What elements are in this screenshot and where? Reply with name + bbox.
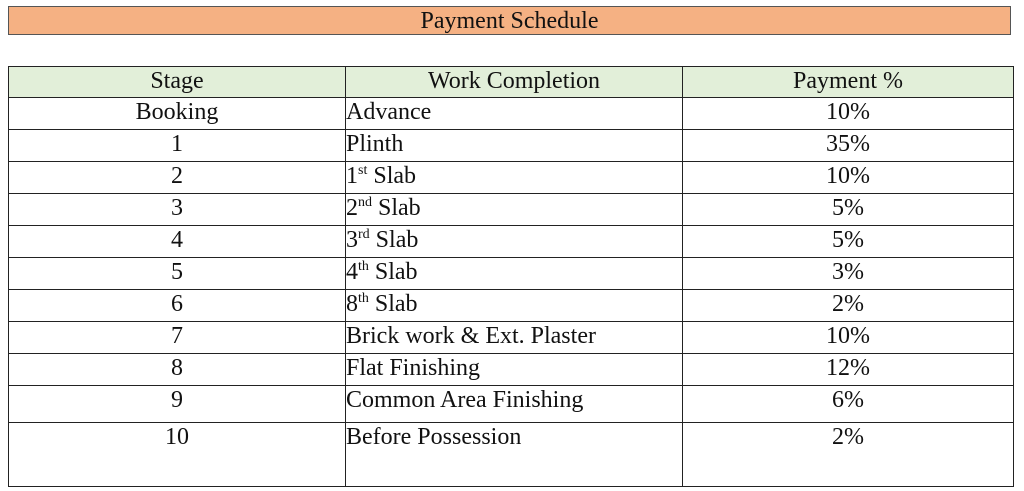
work-text-rest: Slab [368, 291, 418, 317]
work-cell [346, 130, 683, 162]
ordinal-suffix: th [358, 291, 369, 306]
work-text: Plinth [346, 131, 404, 157]
work-cell [346, 386, 683, 423]
ordinal-suffix: nd [358, 195, 372, 210]
title-text: Payment Schedule [420, 7, 599, 34]
table-row [9, 258, 1014, 290]
work-cell [346, 423, 683, 487]
work-text: 3 [346, 227, 358, 253]
work-text: 8 [346, 291, 358, 317]
work-cell [346, 194, 683, 226]
payment-cell: 12% [683, 354, 1014, 386]
work-text: Before Possession [346, 424, 522, 450]
stage-cell: 1 [9, 130, 346, 162]
work-text: Advance [346, 99, 432, 125]
payment-cell: 3% [683, 258, 1014, 290]
work-text-rest: Slab [368, 259, 418, 285]
table-row [9, 322, 1014, 354]
payment-schedule-table [8, 66, 1014, 487]
work-text-rest: Slab [369, 227, 419, 253]
payment-cell: 5% [683, 226, 1014, 258]
work-text-rest: Slab [367, 163, 417, 189]
work-text: 1 [346, 163, 358, 189]
work-cell [346, 290, 683, 322]
header-payment-percent: Payment % [683, 67, 1014, 98]
table-row [9, 194, 1014, 226]
stage-cell: 4 [9, 226, 346, 258]
table-row [9, 386, 1014, 423]
stage-cell: 9 [9, 386, 346, 423]
stage-cell: 10 [9, 423, 346, 487]
payment-cell: 2% [683, 423, 1014, 487]
header-work-completion: Work Completion [346, 67, 683, 98]
stage-cell: 7 [9, 322, 346, 354]
payment-schedule-title [8, 6, 1011, 35]
work-text-rest: Slab [372, 195, 421, 221]
ordinal-suffix: th [358, 259, 369, 274]
payment-cell: 10% [683, 98, 1014, 130]
table-row [9, 226, 1014, 258]
work-cell [346, 226, 683, 258]
stage-cell: 5 [9, 258, 346, 290]
header-row [9, 67, 1014, 98]
stage-cell: Booking [9, 98, 346, 130]
work-cell [346, 162, 683, 194]
payment-cell: 35% [683, 130, 1014, 162]
work-text: 4 [346, 259, 358, 285]
table-row [9, 130, 1014, 162]
payment-cell: 10% [683, 162, 1014, 194]
work-text: 2 [346, 195, 358, 221]
work-cell [346, 354, 683, 386]
payment-cell: 2% [683, 290, 1014, 322]
work-text: Flat Finishing [346, 355, 481, 381]
work-cell [346, 258, 683, 290]
ordinal-suffix: st [358, 163, 368, 178]
ordinal-suffix: rd [358, 227, 370, 242]
stage-cell: 8 [9, 354, 346, 386]
work-text: Brick work & Ext. Plaster [346, 323, 596, 349]
work-cell [346, 322, 683, 354]
payment-cell: 10% [683, 322, 1014, 354]
table-row [9, 162, 1014, 194]
table-row [9, 354, 1014, 386]
payment-cell: 5% [683, 194, 1014, 226]
header-stage: Stage [9, 67, 346, 98]
table-row [9, 423, 1014, 487]
stage-cell: 2 [9, 162, 346, 194]
stage-cell: 6 [9, 290, 346, 322]
table-row [9, 98, 1014, 130]
payment-cell: 6% [683, 386, 1014, 423]
work-cell [346, 98, 683, 130]
work-text: Common Area Finishing [346, 387, 584, 413]
stage-cell: 3 [9, 194, 346, 226]
table-row [9, 290, 1014, 322]
